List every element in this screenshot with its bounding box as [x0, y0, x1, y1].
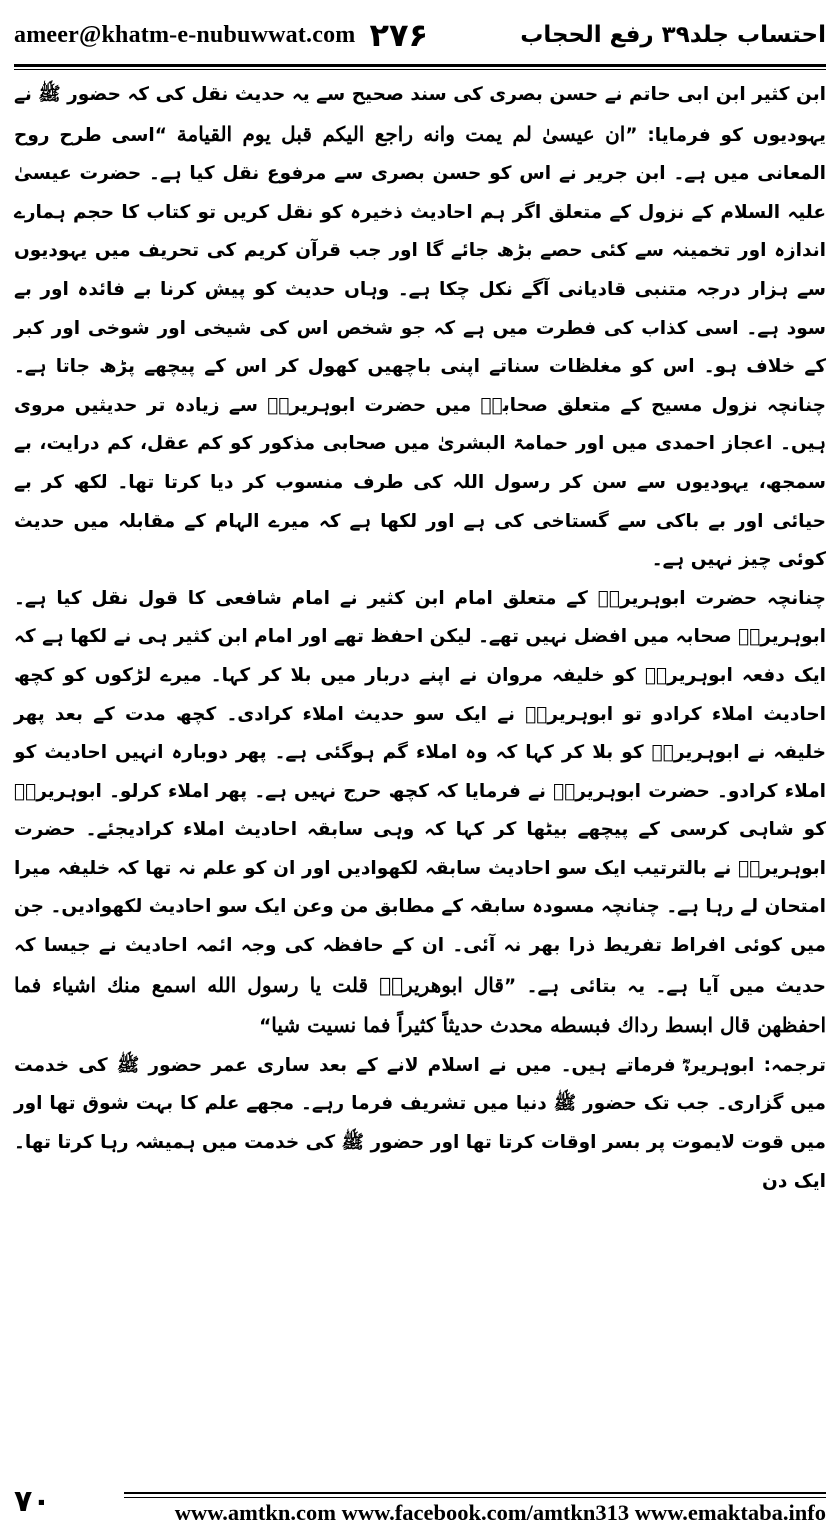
paragraph-1: [14, 76, 826, 580]
header-email: ameer@khatm-e-nubuwwat.com: [14, 21, 356, 48]
paragraph-2-end: “: [259, 1016, 272, 1038]
header-rule-thick: [14, 64, 826, 67]
page-footer: [14, 1486, 826, 1530]
page-body: [14, 76, 826, 1201]
header-left: [14, 16, 428, 54]
paragraph-2-text: چنانچہ حضرت ابوہریرہؓ کے متعلق امام ابن کثیر نے امام شافعی کا قول نقل کیا ہے۔ ابوہریرہؓ صحابہ میں افضل نہیں تھے۔ لیکن احفظ تھے اور امام ابن کثیر ہی نے لکھا ہے کہ ایک دفعہ ابوہریرہؓ کو خلیفہ مروان نے اپنے دربار میں بلا کر کہا۔ میرے لڑکوں کو کچھ احادیث املاء کرادو تو ابوہریرہؓ نے ایک سو حدیث املاء کرادی۔ کچھ مدت کے بعد پھر خلیفہ نے ابوہریرہؓ کو بلا کر کہا کہ وہ املاء گم ہوگئی ہے۔ پھر دوبارہ انہیں احادیث کو املاء کرادو۔ حضرت ابوہریرہؓ نے فرمایا کہ کچھ حرج نہیں ہے۔ پھر املاء کرلو۔ ابوہریرہؓ کو شاہی کرسی کے پیچھے بیٹھا کر کہا کہ وہی سابقہ احادیث املاء کرادیجئے۔ حضرت ابوہریرہؓ نے بالترتیب ایک سو احادیث سابقہ لکھوادیں اور ان کو علم نہ تھا کہ خلیفہ میرا امتحان لے رہا ہے۔ چنانچہ مسودہ سابقہ کے مطابق من وعن ایک سو احادیث لکھوادیں۔ جن میں کوئی افراط تفریط ذرا بھر نہ آئی۔ ان کے حافظہ کی وجہ ائمہ احادیث نے جیسا کہ حدیث میں آیا ہے۔ یہ بتائی ہے۔ ”: [14, 587, 826, 997]
footer-rule-thin: [124, 1497, 826, 1498]
page-header: [14, 10, 826, 60]
header-rule-thin: [14, 69, 826, 70]
arabic-quote-2: قال ابوهریرةؓ قلت یا رسول الله اسمع منك اشیاء فما احفظهن قال ابسط رداك فبسطه محدث حدیثاً کثیراً فما نسیت شیا: [14, 972, 826, 1038]
arabic-quote-1: ان عیسیٰ لم یمت وانه راجع الیکم قبل یوم القیامة: [176, 121, 626, 146]
header-page-number: ۲۷۶: [369, 16, 429, 54]
paragraph-1-rest: “اسی طرح روح المعانی میں ہے۔ ابن جریر نے اس کو حسن بصری سے مرفوع نقل کیا ہے۔ حضرت عیسیٰ علیہ السلام کے نزول کے متعلق اگر ہم احادیث ذخیرہ کو نقل کریں تو کتاب کا حجم ہمارے اندازہ اور تخمینہ سے کئی حصے بڑھ جائے گا اور جب قرآن کریم کی تحریف میں یہودیوں سے ہزار درجہ متنبی قادیانی آگے نکل چکا ہے۔ وہاں حدیث کو پیش کرنا بے فائدہ اور بے سود ہے۔ اسی کذاب کی فطرت میں ہے کہ جو شخص اس کی شیخی اور شوخی اور کبر کے خلاف ہو۔ اس کو مغلظات سناتے اپنی باچھیں کھول کر اس کے پیچھے پڑھ جاتا ہے۔ چنانچہ نزول مسیح کے متعلق صحابہؓ میں حضرت ابوہریرہؓ سے زیادہ تر حدیثیں مروی ہیں۔ اعجاز احمدی میں اور حمامۃ البشریٰ میں صحابی مذکور کو کم عقل، کم درایت، بے سمجھ، یہودیوں سے سن کر رسول اللہ کی طرف منسوب کر دیا کرتا تھا۔ لکھ کر بے حیائی اور بے باکی سے گستاخی کی ہے اور لکھا ہے کہ میرے الہام کے مقابلہ میں حدیث کوئی چیز نہیں ہے۔: [14, 124, 826, 571]
paragraph-2: [14, 580, 826, 1047]
footer-page-number: ۷۰: [14, 1484, 51, 1519]
paragraph-1-text: ابن کثیر ابن ابی حاتم نے حسن بصری کی سند صحیح سے یہ حدیث نقل کی کہ حضور ﷺ نے یہودیوں کو فرمایا: ”: [14, 84, 827, 146]
footer-rule-thick: [124, 1492, 826, 1494]
paragraph-3: ترجمہ: ابوہریرہؓ فرماتے ہیں۔ میں نے اسلام لانے کے بعد ساری عمر حضور ﷺ کی خدمت میں گزاری۔ جب تک حضور ﷺ دنیا میں تشریف فرما رہے۔ مجھے علم کا بہت شوق تھا اور میں قوت لایموت پر بسر اوقات کرتا تھا اور حضور ﷺ کی خدمت میں ہمیشہ رہا کرتا تھا۔ ایک دن: [14, 1054, 826, 1192]
header-book-title: احتساب جلد۳۹ رفع الحجاب: [520, 22, 826, 48]
footer-links: www.amtkn.com www.facebook.com/amtkn313 www.emaktaba.info: [174, 1500, 826, 1525]
